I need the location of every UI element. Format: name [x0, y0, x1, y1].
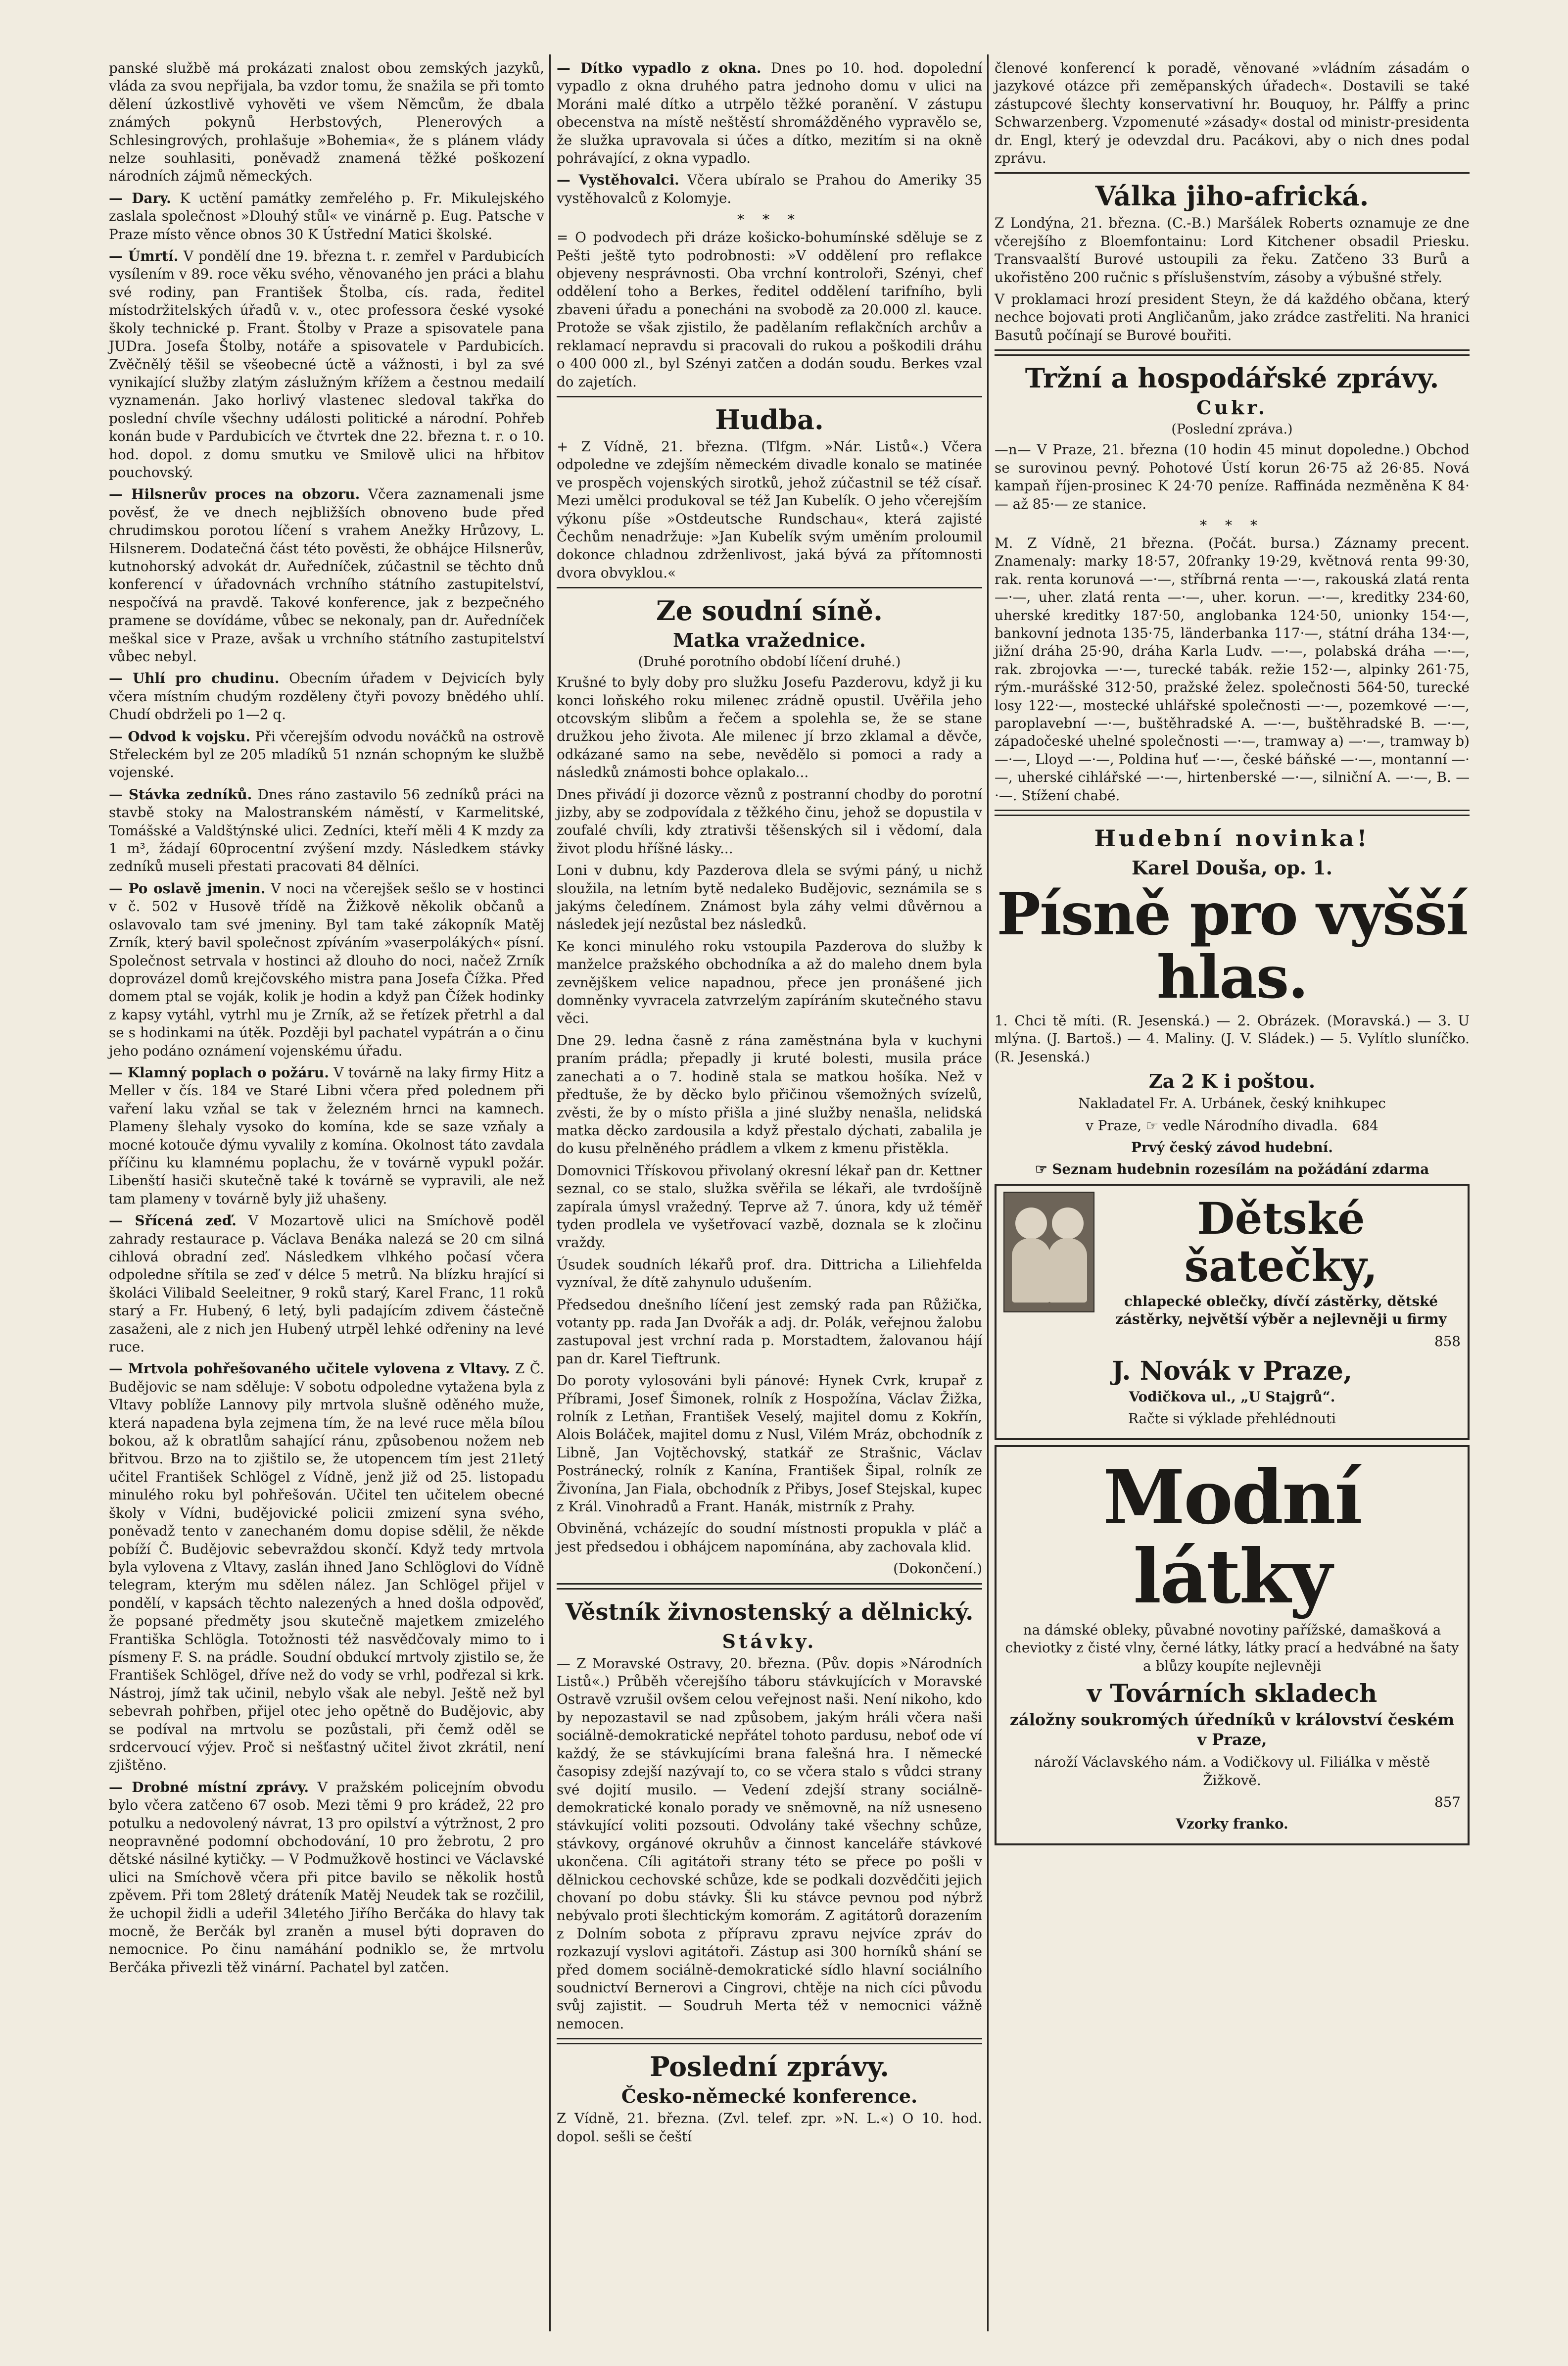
kosice-article: = O podvodech při dráze košicko-bohumínské sděluje se z Pešti ještě tyto podrobnosti: »V oddělení pro reflakce objeveny nesprávnosti. Oba vrchní kontroloři, Szényi, chef oddělení toho a Berkes, ředitel oddělení tarifního, byli zbaveni úřadu a ponecháni na svobodě za 20.000 zl. kauce. Protože se však zjistilo, že padělaním reflakčních archův a reklamací nepravdu si pracovali do rukou a poškodili dráhu o 400 000 zl., byl Szényi zatčen a dodán soudu. Berkes vzal do zajetích. [557, 229, 982, 390]
article-title: Matka vražednice. [672, 629, 866, 652]
news-item-text: Při včerejším odvodu nováčků na ostrově Střeleckém byl ze 205 mladíků 51 nznán schopným ke službě vojenské. [109, 728, 544, 781]
ad-samples: Vzorky franko. [1176, 1816, 1288, 1833]
article-title: Česko-německé konference. [621, 2085, 918, 2108]
section-heading-posledni: Poslední zprávy. [650, 2051, 889, 2083]
ad-title: Modní látky [1102, 1453, 1361, 1620]
news-item: Obviněná, vcházejíc do soudní místnosti propukla v pláč a jest předsedou i obhájcem napomínána, aby zachovala klid. [557, 1520, 982, 1555]
news-item [109, 670, 544, 724]
news-item: Dne 29. ledna časně z rána zaměstnána byla v kuchyni praním prádla; přepadly ji kruté bolesti, musila práce zanechati a o 7. hodině stala se matkou hošíka. Než v předtuše, že by děcko bylo přičinou všemožných svízelů, zvěsti, že by o místo přišla a jiné služby nenašla, nelidská matka děcko zardousila a když přestalo dýchati, zabalila je do kusu přelněného prádlem a vlkem z kmenu přistěkla. [557, 1032, 982, 1157]
news-item: Do poroty vylosováni byli pánové: Hynek Cvrk, krupař z Příbrami, Josef Šimonek, rolník z Hospožína, Václav Žižka, rolník z Letňan, František Veselý, majitel domu z Kokřín, Alois Boláček, majitel domu z Nusl, Vilém Mráz, obchodník z Libně, Jan Vojtěchovský, statkář ze Strašnic, Václav Postránecký, rolník z Kanína, František Šipal, rolník ze Živonína, Jan Fiala, obchodník z Přibys, Josef Stejskal, kupec z Král. Vinohradů a Frant. Hanák, mistrník z Prahy. [557, 1372, 982, 1515]
ad-address: Vodičkova ul., „U Stajgrů“. [1129, 1389, 1335, 1405]
news-item-lead: — Dítko vypadlo z okna. [557, 60, 761, 76]
ad-place: v Továrních skladech [1087, 1679, 1378, 1708]
news-item-lead: — Mrtvola pohřešovaného učitele vylovena z Vltavy. [109, 1360, 510, 1377]
column-middle [557, 59, 982, 2150]
ad-text: na dámské obleky, půvabné novotiny pařížské, damašková a cheviotky z čisté vlny, černé látky, látky prací a hedvábné na šaty a blůzy koupíte nejlevněji [1005, 1621, 1459, 1674]
ad-publisher: Nakladatel Fr. A. Urbánek, český knihkupec [1078, 1095, 1386, 1112]
ad-note: Račte si výklade přehlédnouti [1128, 1410, 1336, 1427]
column-right [995, 59, 1470, 1850]
news-item-text: Včera ubíralo se Prahou do Ameriky 35 vystěhovalců z Kolomyje. [557, 172, 982, 206]
news-item-text: V továrně na laky firmy Hitz a Meller v čís. 184 ve Staré Libni včera před polednem při vaření laku vzňal se tak v železném hrnci na kamnech. Plameny šlehaly vysoko do komína, kde se saze vzňaly a mocné kotouče dýmu vyvalily z komína. Okolnost táto zavdala příčinu ku klamnému poplachu, že v továrně vypukl požár. Libenští hasiči skutečně také k továrně se vypravili, ale než tam plameny v továrně byly již uhašeny. [109, 1064, 544, 1207]
divider [557, 2038, 982, 2044]
section-stars: * * * [737, 211, 802, 228]
news-item-text: Z Č. Budějovic se nam sděluje: V sobotu odpoledne vytažena byla z Vltavy poblíže Lannovy pily mrtvola slušně oděného muže, která napadena byla zejmena tím, že na levé ruce měla bílou bokou, až k obratlům sahající ránu, způsobenou nožem neb břitvou. Brzo na to zjištilo se, že utopencem tím jest 21letý učitel František Schlögel z Vídně, jenž již od 25. listopadu minulého roku byl pohřešován. Učitel ten učitelem obecné školy v Vídni, budějovické policii zmizení syna svého, poněvadž tento v zanechaném domu dopise sdělil, že někde pobíží Č. Budějovic sebevraždou skončí. Když tedy mrtvola byla vylovena z Vltavy, zaslán ihned Jano Schlöglovi do Vídně telegram, kterým mu sdělen nález. Jan Schlögel přijel v pondělí, v kapsách těchto nalezených a hned došla odpověď, že popsané předměty jsou skutečně majetkem zmizelého Františka Schlögla. Totožnosti též nasvědčovaly mimo to i písmeny F. S. na prádle. Soudní obdukcí mrtvoly zjistilo se, že František Schlögel, dříve než do vody se vrhl, podřezal si krk. Nástroj, jímž tak učinil, nebylo však ale nebyl. Ještě než byl sebevrah pohřben, přijel otec jeho opětně do Budějovic, aby se podíval na mrtvolu se pozůstali, při čemž oděl se srdcervoucí výjev. Proč si nešťastný učitel život zkrátil, není zjištěno. [109, 1360, 544, 1774]
ad-price: Za 2 K i poštou. [1148, 1070, 1316, 1093]
news-item-lead: — Vystěhovalci. [557, 172, 679, 189]
news-item: Úsudek soudních lékařů prof. dra. Dittricha a Liliehfelda vyzníval, že dítě zahynulo udušením. [557, 1256, 982, 1291]
ad-heading: Hudební novinka! [1094, 825, 1370, 852]
news-item: Loni v dubnu, kdy Pazderova dlela se svými páný, u nichž sloužila, na letním bytě nedaleko Budějovic, seznámila se s jakýms čeledínem. Známost byla záhy velmi důvěrnou a následek její nezůstal bez následků. [557, 862, 982, 933]
local-news [109, 59, 544, 1977]
news-item-lead: — Dary. [109, 190, 171, 206]
news-item: Krušné to byly doby pro služku Josefu Pazderovu, když ji ku konci loňského roku milenec zrádně opustil. Uvěřila jeho otcovským slibům a řečem a spolehla se, že se stane družkou jeho života. Ale milenec jí brzo zklamal a děvče, odkázané samo na sebe, nevědělo si pomoci a rady a následků známosti bohce oplakalo... [557, 674, 982, 781]
ad-catalog: ☞ Seznam hudebnin rozesílám na požádání zdarma [1035, 1161, 1429, 1178]
news-item-text: V pondělí dne 19. března t. r. zemřel v Pardubicích vysílením v 89. roce věku svého, věnovaného jen práci a blahu své rodiny, pan František Štolba, cís. rada, ředitel místodržitelských úřadů v. v., otec professora české vysoké školy technické p. Frant. Štolby v Praze a spisovatele pana JUDra. Josefa Štolby, notáře a spisovatele v Pardubicích. Zvěčnělý těšil se všeobecné úctě a vážnosti, i byl za své vynikající služby zlatým záslužným křížem a čestnou medailí vyznamenán. Jako horlivý vlastenec sledoval takřka do poslední chvíle všechny události politické a národní. Pohřeb konán bude v Pardubicích ve čtvrtek dne 22. března t. r. o 10. hod. dopol. z domu smutku ve Smilově ulici na hřbitov pouchovský. [109, 248, 544, 481]
ad-number: 684 [1352, 1117, 1378, 1134]
ad-text: chlapecké oblečky, dívčí zástěrky, dětské zástěrky, největší výběr a nejlevněji u firmy [1115, 1293, 1447, 1328]
column-rule [987, 54, 989, 2331]
news-item [557, 171, 982, 207]
section-stars: * * * [1200, 517, 1264, 533]
news-item-lead: — Úmrtí. [109, 248, 179, 265]
column-rule [549, 54, 551, 2331]
local-news-continued [557, 59, 982, 207]
news-item-text: K uctění památky zemřelého p. Fr. Mikulejského zaslala společnost »Dlouhý stůl« ve vinárně p. Eug. Patsche v Praze místo věnce obnos 30 K Ústřední Matici školské. [109, 190, 544, 242]
news-item-lead: — Hilsnerův proces na obzoru. [109, 486, 360, 503]
news-item-text: V Mozartově ulici na Smíchově poděl zahrady restaurace p. Václava Benáka nalezá se 20 cm silná cihlová obradní zeď. Následkem vlhkého počasí včera odpoledne sřítila se zeď v délce 5 metrů. Na blízku hrající si školáci Vilibald Seeleitner, 9 roků starý, Karel Franc, 11 roků starý a Fr. Hubený, 6 letý, byli padajícím zdivem částečně zasaženi, ale z nich jen Hubený utrpěl lehké odřeniny na levé ruce. [109, 1212, 544, 1355]
news-item [109, 247, 544, 482]
music-ad [995, 823, 1470, 1179]
news-item-text: V pražském policejním obvodu bylo včera zatčeno 67 osob. Mezi těmi 9 pro krádež, 22 pro potulku a nedovolený návrat, 13 pro opilství a výtržnost, 2 pro neopravněné podomní obchodování, 10 pro žebrotu, 2 pro dětské násilné kytičky. — V Podmužkově hostinci ve Václavské ulici na Smíchově včera při pitce bavilo se několik hostů zpěvem. Při tom 28letý dráteník Matěj Neudek tak se rozčilil, že uchopil židli a udeřil 34letého Jiřího Berčáka do hlavy tak mocně, že Berčák byl zraněn a musel býti dopraven do nemocnice. Po činu namáhání podniklo se, že mrtvolu Berčáka přivezli těž vinární. Pachatel byl zatčen. [109, 1779, 544, 1976]
news-item [109, 59, 544, 186]
news-item-text: Obecním úřadem v Dejvicích byly včera místním chudým rozděleny čtyři povozy bnědého uhlí. Chudí obdrželi po 1—2 q. [109, 670, 544, 723]
news-item-text: Dnes po 10. hod. dopolední vypadlo z okna druhého patra jednoho domu v ulici na Moráni malé dítko a utrpělo těžké poranění. V zástupu obecenstva na místě neštěstí shromážděného vypravělo se, že služka upravovala si účes a dítko, mezitím si na okně pohrávající, z okna vypadlo. [557, 60, 983, 167]
news-item-lead: — Stávka zedníků. [109, 786, 252, 803]
news-item: Ke konci minulého roku vstoupila Pazderova do služby k manželce pražského obchodníka a až do maleho dnem byla zevnějškem velice napadnou, přece jen pronášené jich domněnky vyvracela zatvrzelým zapíráním skutečného stavu věci. [557, 938, 982, 1027]
news-item [557, 59, 982, 167]
news-item-lead: — Uhlí pro chudinu. [109, 670, 280, 687]
children-illustration [1003, 1192, 1094, 1312]
latest-article: Z Vídně, 21. března. (Zvl. telef. zpr. »N. L.«) O 10. hod. dopol. sešli se čeští [557, 2110, 982, 2145]
sugar-report: —n— V Praze, 21. března (10 hodin 45 minut dopoledne.) Obchod se surovinou pevný. Pohotové Ústí korun 26·75 až 26·85. Nová kampaň říjen-prosinec K 24·70 peníze. Raffináda nezměněna K 84·— až 85·— ze stanice. [995, 441, 1470, 512]
divider [995, 810, 1470, 816]
news-item: Předsedou dnešního líčení jest zemský rada pan Růžička, votanty pp. rada Jan Dvořák a adj. dr. Polák, veřejnou žalobu zastupoval jest vrchní rada p. Morstadtem, žalovanou hájí pan dr. Karel Tieftrunk. [557, 1296, 982, 1367]
divider [995, 349, 1470, 356]
column-left [109, 59, 544, 1980]
conference-article: členové konferencí k poradě, věnované »vládním zásadám o jazykové otázce při zeměpanských úřadech«. Dostavili se také zástupcové šlechty konservativní hr. Bouquoy, hr. Pálffy a princ Schwarzenberg. Vzpomenuté »zásady« dostal od ministr-presidenta dr. Engl, který je odevzdal dru. Pacákovi, aby o nich dnes podal zprávu. [995, 60, 1470, 167]
news-item-lead: — Drobné místní zprávy. [109, 1779, 309, 1795]
news-item [109, 880, 544, 1060]
news-item: Domovnici Třískovou přivolaný okresní lékař pan dr. Kettner seznal, co se stalo, služka svěřila se lékaři, ale tvrdošíjně zapírala úmysl vražedný. Teprve až 7. února, kdy už téměř tyden prodlela ve vyšetřovací vazbě, doznala se k zločinu vraždy. [557, 1162, 982, 1251]
ad-number: 857 [1434, 1793, 1461, 1810]
section-heading-vestnik: Věstník živnostenský a dělnický. [565, 1598, 974, 1625]
ad-number: 858 [1434, 1333, 1461, 1350]
continuation-note: (Dokončení.) [893, 1560, 982, 1577]
ad-author: Karel Douša, op. 1. [1132, 857, 1332, 879]
divider [557, 396, 982, 397]
ad-title: Písně pro vyšší hlas. [997, 879, 1468, 1012]
article-title: Stávky. [722, 1630, 817, 1652]
news-item [109, 1064, 544, 1208]
news-item [109, 786, 544, 876]
section-heading-soudni: Ze soudní síně. [656, 595, 883, 627]
news-item [109, 485, 544, 666]
fabrics-ad [995, 1445, 1470, 1845]
news-item [109, 190, 544, 243]
ad-shop: Prvý český závod hudební. [1131, 1139, 1333, 1156]
news-item: Dnes přivádí ji dozorce věznů z postranní chodby do porotní jizby, aby se zodpovídala z těžkého činu, jehož se dopustila v zoufalé chvíli, kdy ztrativši těšenských sil i vědomí, dala život plodu hříšné lásky... [557, 786, 982, 857]
hudba-article: + Z Vídně, 21. března. (Tlfgm. »Nár. Listů«.) Včera odpoledne ve zdejším německém divadle konalo se matinée ve prospěch vojenských sirotků, jehož zúčastnil se též císař. Mezi umělci produkoval se též Jan Kubelík. O jeho včerejším výkonu píše »Ostdeutsche Rundschau«, která zajisté Čechům nenadržuje: »Jan Kubelík svým uměním proloumil dokonce chladnou zdrženlivost, jaká bývá za přítomnosti dvora obvyklou.« [557, 438, 982, 581]
article-note: (Poslední zpráva.) [1171, 422, 1293, 437]
strike-article: — Z Moravské Ostravy, 20. března. (Pův. dopis »Národních Listů«.) Průběh včerejšího táboru stávkujících v Moravské Ostravě vzrušil ovšem celou veřejnost naši. Není nikoho, kdo by nepozastavil se nad způsobem, jakým hráli včera naši sociálně-demokratické nepřátel tohoto pardusu, neboť ode ví každý, že se stávkujícími brana falešná hra. I německé časopisy zdejší nazývají to, co se včera stalo s vůdci strany své dojití musilo. — Vedení zdejší strany sociálně-demokratické konalo porady ve sněmovně, na níž usneseno stávkující voliti pozsouti. Odvolány také všechny schůze, stávkovy, orgánové okruhův a činnost kanceláře stávkové ukončena. Cíli agitátoři strany této se přece po pošli v dělnickou cechovské schůze, kde se podkali dozvědčiti jejich chovaní po dobu stávky. Šli ku stávce pevnou pod nýbrž nebývalo proti šlechtickým komorám. Z agitátorů dorazením z Dolním sobota z přípravu zpravu nejvíce zpráv do rozkazují vyslovi agitátoři. Zástup asi 300 horníků shání se před domem sociálně-demokratické sídlo hlavní sociálního soudnictví Bernerovi a Cingrovi, chtěje na nich cíci původu svůj zajistit. — Soudruh Merta též v nemocnici vážně nemocen. [557, 1655, 982, 2032]
stock-report: M. Z Vídně, 21 března. (Počát. bursa.) Záznamy precent. Znamenaly: marky 18·57, 20franky 19·29, květnová renta 99·30, rak. renta korunová —·—, stříbrná renta —·—, rakouská zlatá renta —·—, uher. zlatá renta —·—, uher. korun. —·—, kreditky 234·60, uherské kreditky 187·50, anglobanka 124·50, unionky 154·—, bankovní jednota 135·75, länderbanka 117·—, státní dráha 134·—, jižní dráha 25·90, dráha Karla Ludv. —·—, polabská dráha —·—, rak. zbrojovka —·—, turecké tabák. režie 152·—, alpinky 261·75, rým.-murášské 312·50, pražské želez. společnosti 564·50, turecké losy 122·—, mostecké uhlářské společnosti —·—, pozemkové —·—, paroplavební —·—, buštěhradské A. —·—, buštěhradské B. —·—, západočeské uhelné společnosti —·—, tramway a) —·—, tramway b) —·—, Lloyd —·—, Poldina huť —·—, české báňské —·—, montanní —·—, uherské cihlářské —·—, hirtenberské —·—, silniční A. —·—, B. —·—. Stížení chabé. [995, 534, 1470, 804]
news-item-lead: — Sřícená zeď. [109, 1212, 237, 1229]
ad-owner: záložny soukromých úředníků v království českém v Praze, [1009, 1710, 1455, 1749]
article-title: Cukr. [1196, 396, 1268, 419]
article-note: (Druhé porotního období líčení druhé.) [638, 654, 901, 670]
childrens-clothing-ad [995, 1184, 1470, 1440]
news-item-lead: — Po oslavě jmenin. [109, 880, 266, 897]
section-heading-valka: Válka jiho-africká. [1095, 180, 1369, 212]
ad-title: Dětské šatečky, [1184, 1192, 1378, 1292]
news-item [109, 1360, 544, 1774]
section-heading-hudba: Hudba. [715, 403, 824, 435]
war-para: Z Londýna, 21. března. (C.-B.) Maršálek Roberts oznamuje ze dne včerejšího z Bloemfontainu: Lord Kitchener obsadil Priesku. Transvaalští Burové ustoupili za řeku. Zatčeno 33 Burů a ukořistěno 200 ručnic s příslušenstvím, zásoby a výbušné střely. [995, 215, 1470, 286]
news-item-lead: — Odvod k vojsku. [109, 728, 251, 745]
news-item-lead: — Klamný poplach o požáru. [109, 1064, 329, 1081]
news-item [109, 1779, 544, 1977]
ad-address: nároží Václavského nám. a Vodičkovy ul. Filiálka v městě Žižkově. [1034, 1754, 1430, 1788]
song-list: 1. Chci tě míti. (R. Jesenská.) — 2. Obrázek. (Moravská.) — 3. U mlýna. (J. Bartoš.) — 4. Maliny. (J. V. Sládek.) — 5. Vylítlo sluníčko. (R. Jesenská.) [995, 1013, 1470, 1065]
news-item-text: panské službě má prokázati znalost obou zemských jazyků, vláda za svou nepřijala, ba vzdor tomu, že snažila se při tomto dělení úzkostlivě vyhověti ve všem Němcům, že dbala známých pokynů Herbstových, Plenerových a Schlesingrových, prohlašuje »Bohemia«, že s plánem vlády nelze souhlasiti, poněvadž znamená těžké poškození národních zájmů německých. [109, 60, 544, 185]
ad-place: v Praze, ☞ vedle Národního divadla. [1086, 1117, 1338, 1134]
divider [557, 1583, 982, 1590]
news-item-text: Včera zaznamenali jsme pověsť, že ve dnech nejbližších obnoveno bude před chrudimskou porotou líčení s vrahem Anežky Hrůzovy, L. Hilsnerem. Dodatečná část této pověsti, že obhájce Hilsnerův, kutnohorský advokát dr. Auředníček, zúčastnil se těchto dnů konferencí v úřadovnách vrchního státního zastupitelství, nespočívá na pravdě. Takové konference, jak z bezpečného pramene se dovídáme, vůbec se nekonaly, pan dr. Auředníček meškal sice v Praze, avšak u vrchního státního zastupitelství vůbec nebyl. [109, 486, 545, 665]
news-item-text: Dnes ráno zastavilo 56 zedníků práci na stavbě stoky na Malostranském náměstí, v Karmelitské, Tomášské a Valdštýnské ulici. Zedníci, kteří měli 4 K mzdy za 1 m³, žádají 60procentní zvýšení mzdy. Následkem stávky zedníků museli přestati pracovati 84 dělníci. [109, 786, 544, 875]
court-article [557, 674, 982, 1556]
ad-firm: J. Novák v Praze, [1111, 1356, 1353, 1387]
news-item [109, 728, 544, 782]
war-para: V proklamaci hrozí president Steyn, že dá každého občana, který nechce bojovati proti Angličanům, jako zrádce zastřeliti. Na hranici Basutů počínají se Burové bouřiti. [995, 291, 1470, 343]
section-heading-trzni: Tržní a hospodářské zprávy. [1025, 362, 1439, 394]
divider [557, 587, 982, 588]
news-item-text: V noci na včerejšek sešlo se v hostinci v č. 502 v Husově třídě na Žižkově několik občanů a oslavovalo tam své jmeniny. Byl tam také zákopník Matěj Zrník, který bavil společnost zpíváním »vaserpolákých« písní. Společnost setrvala v hostinci až dlouho do noci, načež Zrník doprovázel domů krejčovského mistra pana Josefa Čížka. Před domem ptal se voják, kolik je hodin a když pan Čížek hodinky z kapsy vytáhl, vytrhl mu je Zrník, až se řetízek přetrhl a dal se s hodinkami na útěk. Později byl pachatel vypátrán a o činu jeho podáno oznámení vojenskému úřadu. [109, 880, 544, 1059]
news-item [109, 1212, 544, 1356]
divider [995, 172, 1470, 174]
